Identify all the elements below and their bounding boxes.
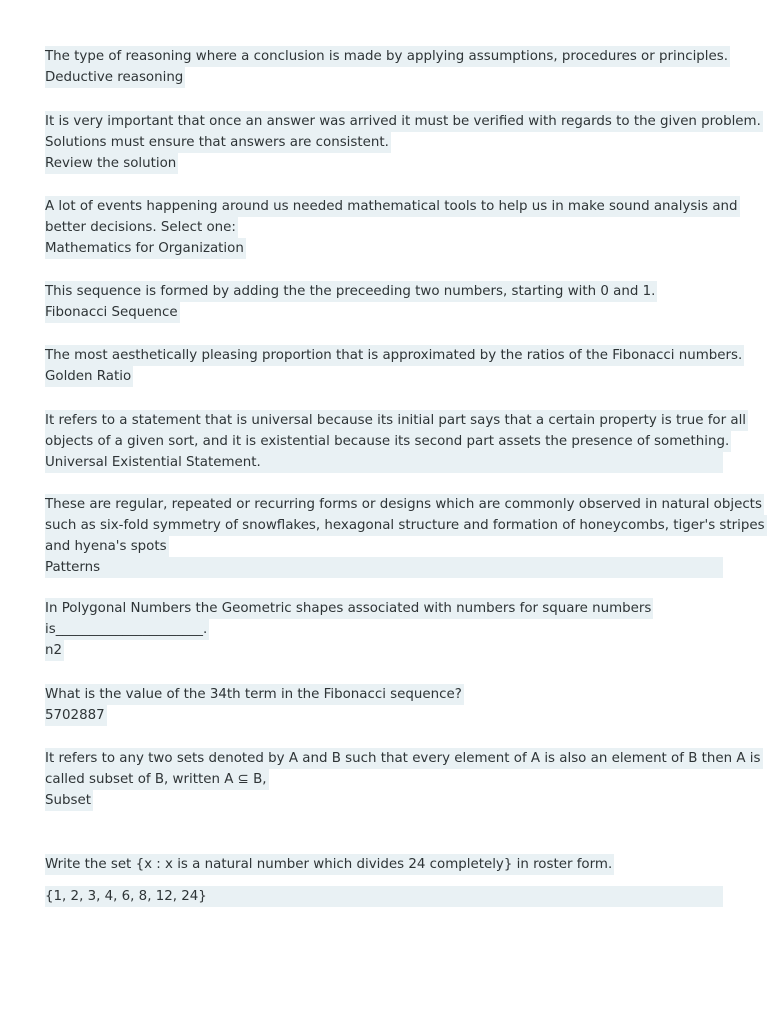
- qa-item: [45, 281, 723, 323]
- question-line: In Polygonal Numbers the Geometric shapes associated with numbers for square numbers: [45, 598, 653, 619]
- answer-text: Review the solution: [45, 153, 178, 174]
- answer-text: Mathematics for Organization: [45, 238, 246, 259]
- qa-item: [45, 111, 761, 174]
- question-line: called subset of B, written A ⊆ B,: [45, 769, 269, 790]
- answer-text: Fibonacci Sequence: [45, 302, 180, 323]
- qa-item: [45, 46, 728, 88]
- answer-text: Deductive reasoning: [45, 67, 185, 88]
- qa-item: [45, 345, 743, 387]
- question-line: A lot of events happening around us needed mathematical tools to help us in make sound analysis and: [45, 196, 740, 217]
- answer-text: n2: [45, 640, 64, 661]
- qa-item: [45, 684, 723, 726]
- answer-text: 5702887: [45, 705, 107, 726]
- question-line: The type of reasoning where a conclusion is made by applying assumptions, procedures or principles.: [45, 46, 730, 67]
- answer-text: Subset: [45, 790, 93, 811]
- question-line: such as six-fold symmetry of snowflakes, hexagonal structure and formation of honeycombs, tiger's stripes: [45, 515, 767, 536]
- answer-text: Universal Existential Statement.: [45, 455, 261, 470]
- qa-item: [45, 598, 723, 661]
- answer-text: Patterns: [45, 560, 101, 575]
- question-line: These are regular, repeated or recurring forms or designs which are commonly observed in natural objects: [45, 494, 764, 515]
- question-line: The most aesthetically pleasing proportion that is approximated by the ratios of the Fibonacci numbers.: [45, 345, 744, 366]
- qa-item: [45, 748, 761, 811]
- question-line: Solutions must ensure that answers are consistent.: [45, 132, 391, 153]
- question-line: It refers to any two sets denoted by A and B such that every element of A is also an element of B then A is: [45, 748, 763, 769]
- answer-text: Golden Ratio: [45, 366, 133, 387]
- question-line: It is very important that once an answer was arrived it must be verified with regards to the given problem.: [45, 111, 763, 132]
- qa-item: [45, 854, 723, 907]
- question-line: better decisions. Select one:: [45, 217, 238, 238]
- qa-item: [45, 494, 765, 578]
- answer-text: {1, 2, 3, 4, 6, 8, 12, 24}: [45, 889, 207, 904]
- question-line: is______________________.: [45, 619, 209, 640]
- question-line: What is the value of the 34th term in the Fibonacci sequence?: [45, 684, 464, 705]
- question-line: objects of a given sort, and it is existential because its second part assets the presence of something.: [45, 431, 731, 452]
- question-line: Write the set {x : x is a natural number which divides 24 completely} in roster form.: [45, 854, 614, 875]
- qa-item: [45, 410, 747, 473]
- question-line: This sequence is formed by adding the the preceeding two numbers, starting with 0 and 1.: [45, 281, 657, 302]
- qa-item: [45, 196, 738, 259]
- question-line: and hyena's spots: [45, 536, 169, 557]
- question-line: It refers to a statement that is universal because its initial part says that a certain property is true for all: [45, 410, 748, 431]
